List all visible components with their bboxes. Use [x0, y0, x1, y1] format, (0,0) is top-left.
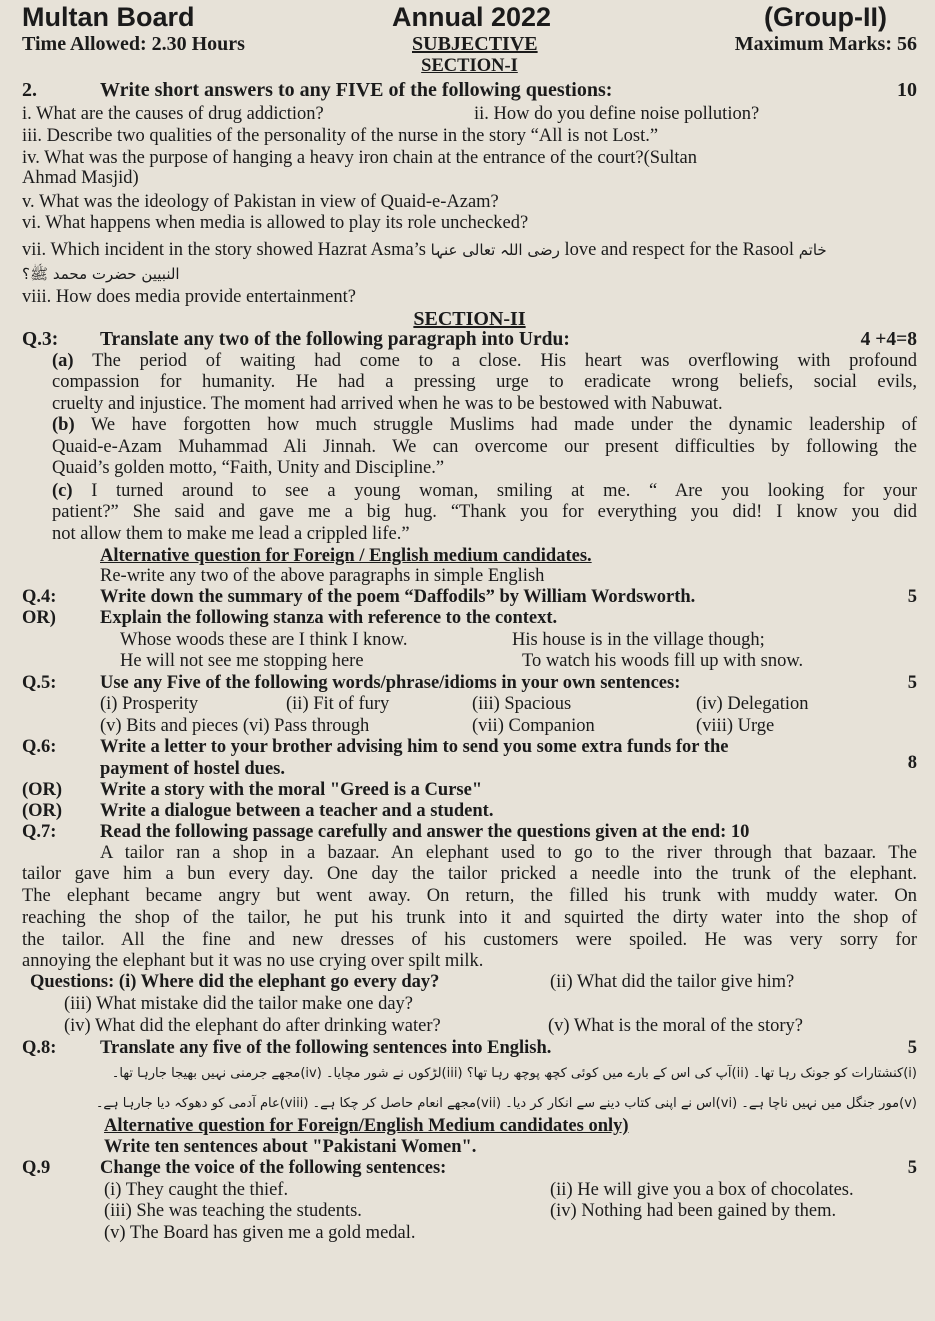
q8-marks: 5 [907, 1038, 917, 1058]
q3-para-a-3: cruelty and injustice. The moment had arrived when he was to be bestowed with Nabuwat. [52, 394, 723, 414]
stanza-line-2: He will not see me stopping here To watch his woods fill up with snow. [120, 651, 804, 671]
q8-urdu-line-2: (v)مور جنگل میں نہیں ناچا ہے۔ (vi)اس نے اپنی کتاب دینے سے انکار کر دیا۔ (vii)مجھے انعام حاصل کر چکا ہے۔ (viii)عام آدمی کو دھوکہ دیا جارہا ہے۔ [95, 1096, 917, 1111]
q5-words-row-2: (v) Bits and pieces (vi) Pass through (vii) Companion (viii) Urge [100, 716, 775, 736]
q3-para-b-3: Quaid’s golden motto, “Faith, Unity and Discipline.” [52, 458, 445, 478]
q3-marks: 4 +4=8 [860, 329, 917, 350]
maximum-marks: Maximum Marks: 56 [734, 33, 917, 55]
q7-passage-2: tailor gave him a bun every day. One day the tailor pricked a needle into the trunk of the elephant. [22, 864, 917, 884]
q7-questions-row-2: (iii) What mistake did the tailor make one day? [64, 994, 413, 1014]
stanza-line-1: Whose woods these are I think I know. His house is in the village though; [120, 630, 765, 650]
q4-marks: 5 [907, 587, 917, 607]
section-2-heading: SECTION-II [413, 308, 526, 330]
q2-heading: 2. Write short answers to any FIVE of the following questions: 10 [22, 79, 917, 101]
q4-or: OR) Explain the following stanza with reference to the context. [22, 608, 558, 628]
q5-marks: 5 [907, 673, 917, 693]
q6-or-2: (OR) Write a dialogue between a teacher and a student. [22, 801, 494, 821]
q3-alternative-heading: Alternative question for Foreign / English medium candidates. [100, 546, 592, 566]
q2-item-viii: viii. How does media provide entertainment? [22, 287, 356, 307]
exam-session: Annual 2022 [392, 2, 552, 32]
q2-item-vi: vi. What happens when media is allowed to play its role unchecked? [22, 213, 529, 233]
q8-alternative-text: Write ten sentences about "Pakistani Women". [104, 1137, 477, 1157]
q2-item-iii: iii. Describe two qualities of the personality of the nurse in the story “All is not Lost.” [22, 126, 659, 146]
q6-question-cont: payment of hostel dues. 8 [100, 753, 917, 779]
q2-item-vii: vii. Which incident in the story showed Hazrat Asma’s رضی اللہ تعالی عنہا love and respect for the Rasool خاتم [22, 240, 827, 260]
q2-marks: 10 [897, 79, 917, 101]
q3-para-b-1: (b) We have forgotten how much struggle Muslims had made under the dynamic leadership of [52, 415, 917, 435]
q3-para-c-1: (c) I turned around to see a young woman, smiling at me. “ Are you looking for your [52, 481, 918, 501]
q7-questions-row-1: Questions: (i) Where did the elephant go every day? (ii) What did the tailor give him? [30, 972, 795, 992]
q9-row-1: (i) They caught the thief. (ii) He will give you a box of chocolates. [104, 1180, 854, 1200]
q7-passage-4: reaching the shop of the tailor, he put his trunk into it and squirted the dirty water into the shop of [22, 908, 917, 928]
q8-urdu-line-1: (i)کنشتارات کو جونک رہا تھا۔ (ii)آپ کی اس کے بارے میں کوئی کچھ پوچھ رہا تھا؟ (iii)لڑکوں نے شور مچایا۔ (iv)مجھے جرمنی نہیں بھیجا جارہا تھا۔ [111, 1066, 917, 1081]
q7-passage-1: A tailor ran a shop in a bazaar. An elephant used to go to the river through that bazaar. The [100, 843, 917, 863]
time-row [22, 34, 917, 54]
q3-para-b-2: Quaid-e-Azam Muhammad Ali Jinnah. We can overcome our present difficulties by following the [52, 437, 917, 457]
q6-question: Q.6: Write a letter to your brother advising him to send you some extra funds for the [22, 737, 729, 757]
board-name: Multan Board [22, 2, 195, 32]
q2-item-ii: ii. How do you define noise pollution? [474, 104, 760, 124]
time-allowed: Time Allowed: 2.30 Hours [22, 33, 245, 55]
q3-alternative-text: Re-write any two of the above paragraphs in simple English [100, 566, 545, 586]
q4-question: Q.4: Write down the summary of the poem “Daffodils” by William Wordsworth. 5 [22, 587, 917, 607]
q9-question: Q.9 Change the voice of the following sentences: 5 [22, 1158, 917, 1178]
q2-item-v: v. What was the ideology of Pakistan in view of Quaid-e-Azam? [22, 192, 499, 212]
q8-alternative-heading: Alternative question for Foreign/English Medium candidates only) [104, 1116, 629, 1136]
q9-row-3: (v) The Board has given me a gold medal. [104, 1223, 416, 1243]
q3-para-c-2: patient?” She said and gave me a big hug. “Thank you for everything you did! I know you did [52, 502, 917, 522]
q6-marks: 8 [907, 753, 917, 773]
q7-passage-5: the tailor. All the fine and new dresses of his customers were spoiled. He was very sorry for [22, 930, 917, 950]
q7-question: Q.7: Read the following passage carefully and answer the questions given at the end: 10 [22, 822, 750, 842]
q7-passage-3: The elephant became angry but went away. On return, the filled his trunk with muddy water. On [22, 886, 917, 906]
subjective-label: SUBJECTIVE [412, 33, 538, 55]
q7-passage-6: annoying the elephant but it was no use crying over spilt milk. [22, 951, 484, 971]
group-label: (Group-II) [764, 2, 887, 32]
q3-para-a-2: compassion for humanity. He had a pressing urge to eradicate wrong beliefs, social evils, [52, 372, 917, 392]
q3-para-a-1: (a) The period of waiting had come to a close. His heart was overflowing with profound [52, 351, 917, 371]
q2-item-vii-cont: النبیین حضرت محمد ﷺ؟ [22, 265, 180, 283]
q2-item-iv-cont: Ahmad Masjid) [22, 168, 139, 188]
q2-item-i: i. What are the causes of drug addiction? ii. How do you define noise pollution? [22, 104, 760, 124]
q9-row-2: (iii) She was teaching the students. (iv) Nothing had been gained by them. [104, 1201, 837, 1221]
q5-question: Q.5: Use any Five of the following words/phrase/idioms in your own sentences: 5 [22, 673, 917, 693]
urdu-honorific: رضی اللہ تعالی عنہا [430, 241, 560, 259]
q2-item-iv: iv. What was the purpose of hanging a heavy iron chain at the entrance of the court?(Sultan [22, 148, 698, 168]
q6-or-1: (OR) Write a story with the moral "Greed is a Curse" [22, 780, 483, 800]
q3-para-c-3: not allow them to make me lead a crippled life.” [52, 524, 410, 544]
q8-question: Q.8: Translate any five of the following sentences into English. 5 [22, 1038, 917, 1058]
q5-words-row-1: (i) Prosperity (ii) Fit of fury (iii) Spacious (iv) Delegation [100, 694, 809, 714]
q7-marks: 10 [730, 822, 750, 842]
q9-marks: 5 [907, 1158, 917, 1178]
q3-heading: Q.3: Translate any two of the following paragraph into Urdu: 4 +4=8 [22, 329, 917, 350]
section-1-heading: SECTION-I [421, 56, 518, 76]
q7-questions-row-3: (iv) What did the elephant do after drinking water? (v) What is the moral of the story? [64, 1016, 803, 1036]
